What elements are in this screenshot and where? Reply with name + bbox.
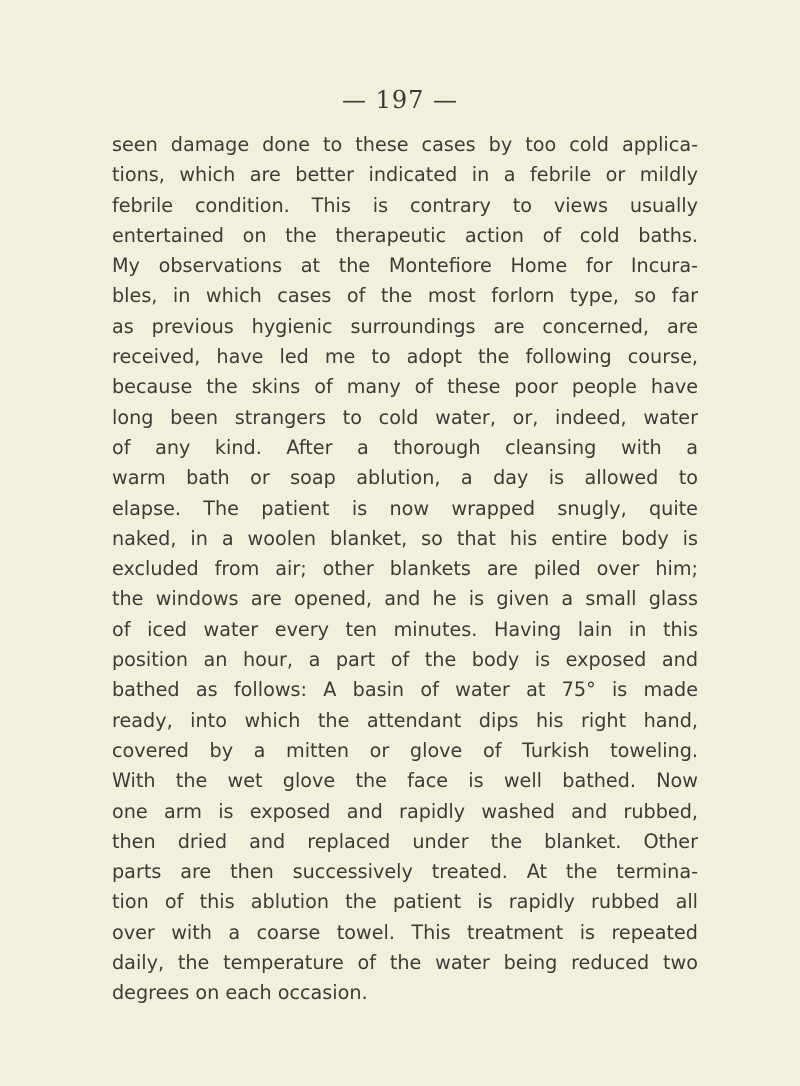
text-line: over with a coarse towel. This treatment is repeated (112, 920, 698, 944)
body-text (112, 130, 698, 1009)
page-number: — 197 — (341, 86, 459, 114)
text-line: position an hour, a part of the body is exposed and (112, 648, 698, 672)
text-line: received, have led me to adopt the following course, (112, 345, 698, 369)
text-line: one arm is exposed and rapidly washed and rubbed, (112, 799, 698, 823)
text-line: then dried and replaced under the blanket. Other (112, 829, 698, 853)
text-line: parts are then successively treated. At the termina- (112, 860, 698, 884)
text-line: ready, into which the attendant dips his right hand, (112, 708, 698, 732)
text-line: excluded from air; other blankets are piled over him; (112, 557, 698, 581)
text-line: entertained on the therapeutic action of cold baths. (112, 223, 698, 247)
text-line: of iced water every ten minutes. Having lain in this (112, 617, 698, 641)
text-line: My observations at the Montefiore Home for Incura- (112, 254, 698, 278)
text-line: bathed as follows: A basin of water at 75° is made (112, 678, 698, 702)
text-line: the windows are opened, and he is given a small glass (112, 587, 698, 611)
text-line: naked, in a woolen blanket, so that his entire body is (112, 526, 698, 550)
text-line: long been strangers to cold water, or, indeed, water (112, 405, 698, 429)
text-line: With the wet glove the face is well bathed. Now (112, 769, 698, 793)
text-line: covered by a mitten or glove of Turkish toweling. (112, 738, 698, 762)
text-line: tions, which are better indicated in a febrile or mildly (112, 163, 698, 187)
text-line: degrees on each occasion. (112, 981, 368, 1005)
text-line: of any kind. After a thorough cleansing with a (112, 435, 698, 459)
text-line: elapse. The patient is now wrapped snugly, quite (112, 496, 698, 520)
text-line: tion of this ablution the patient is rapidly rubbed all (112, 890, 698, 914)
text-line: because the skins of many of these poor people have (112, 375, 698, 399)
text-line: bles, in which cases of the most forlorn type, so far (112, 284, 698, 308)
text-line: daily, the temperature of the water being reduced two (112, 951, 698, 975)
text-line: seen damage done to these cases by too cold applica- (112, 133, 698, 156)
text-line: as previous hygienic surroundings are concerned, are (112, 314, 698, 338)
text-line: febrile condition. This is contrary to views usually (112, 193, 698, 217)
text-line: warm bath or soap ablution, a day is allowed to (112, 466, 698, 490)
